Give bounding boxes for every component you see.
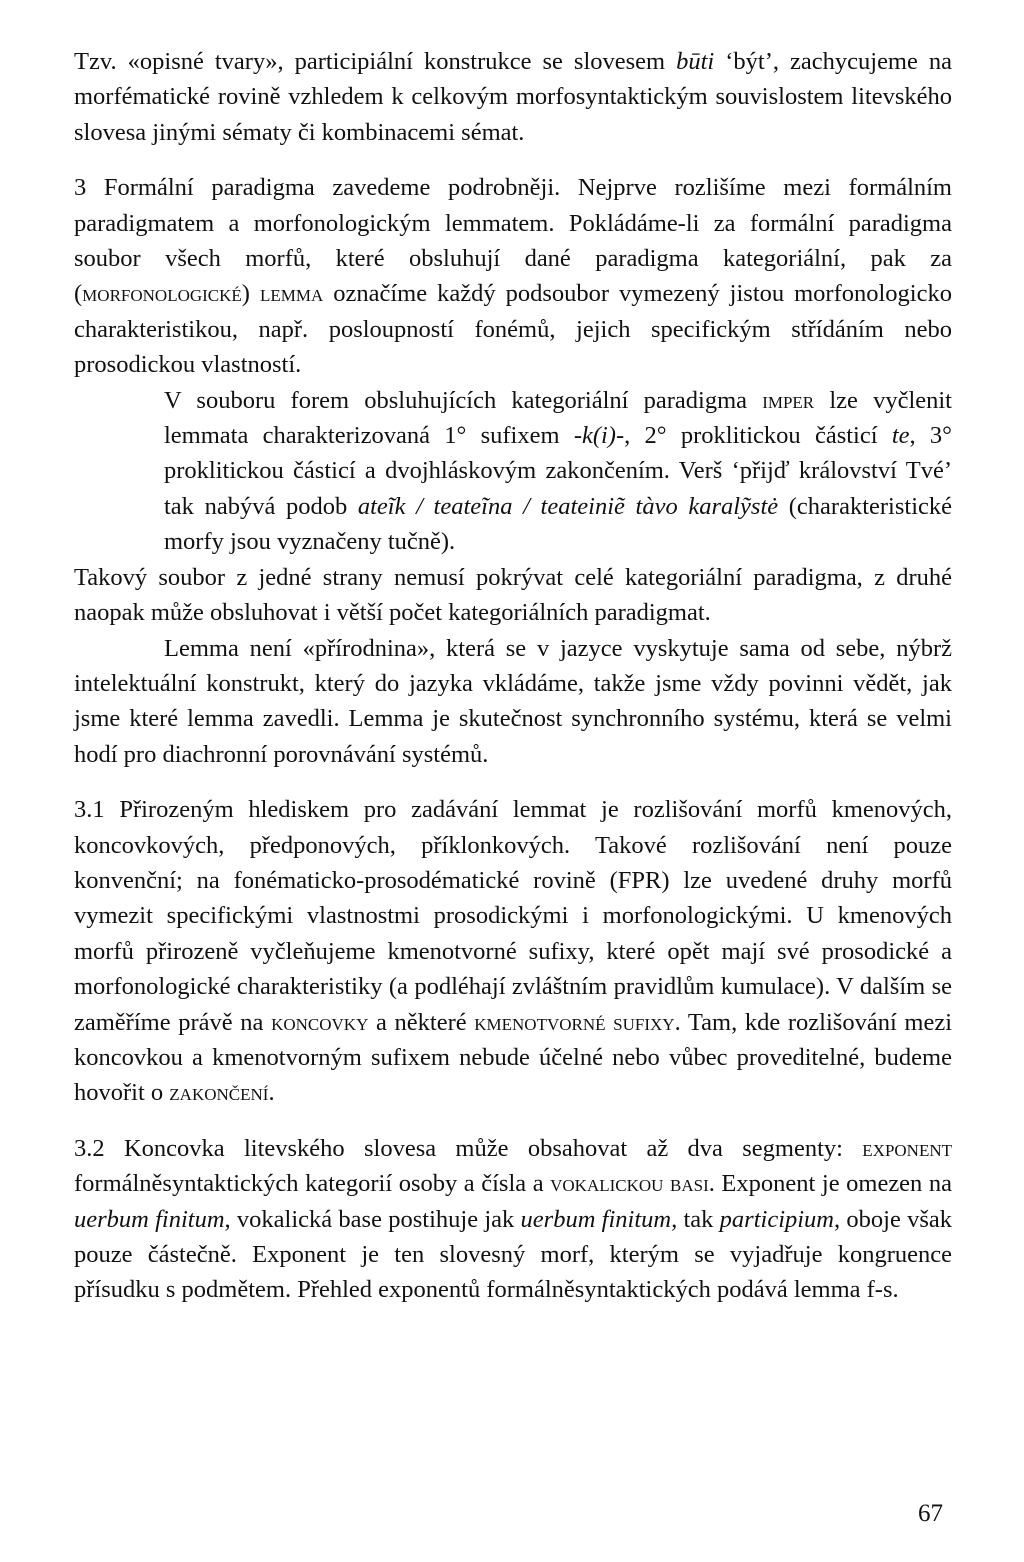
paragraph-section-3: 3 Formální paradigma zavedeme podrobněji. Nejprve rozlišíme mezi formálním paradigmatem a morfonologickým lemmatem. Pokládáme-li za formální paradigma soubor všech morfů, které obsluhují dané paradigma kategoriální, pak za (morfonologické) lemma označíme každý podsoubor vymezený jistou morfonologicko charakteristikou, např. posloupností fonémů, jejich specifickým střídáním nebo prosodickou vlastností. xyxy=(74,174,952,379)
term-participium: participium xyxy=(719,1205,835,1233)
paragraph-lemma-neni: Lemma není «přírodnina», která se v jazyce vyskytuje sama od sebe, nýbrž intelektuální konstrukt, který do jazyka vkládáme, takže jsme vždy povinni vědět, jak jsme které lemma zavedli. Lemma je skutečnost synchronního systému, která se velmi hodí pro diachronní porovnávání systémů. xyxy=(74,634,952,768)
paragraph-takovy-soubor: Takový soubor z jedné strany nemusí pokrývat celé kategoriální paradigma, z druhé naopak může obsluhovat i větší počet kategoriálních paradigmat. xyxy=(74,563,952,627)
word-buti: būti xyxy=(676,48,715,75)
term-vokalicka-base: vokalickou basi xyxy=(550,1170,709,1198)
page-number: 67 xyxy=(918,1500,943,1527)
paragraph-opisne-tvary: Tzv. «opisné tvary», participiální konstrukce se slovesem būti ‘být’, zachycujeme na morfématické rovině vzhledem k celkovým morfosyntaktickým souvislostem litevského slovesa jinými sématy či kombinacemi sémat. xyxy=(74,48,953,146)
paragraph-section-3-1: 3.1 Přirozeným hlediskem pro zadávání lemmat je rozlišování morfů kmenových, koncovkových, předponových, příklonkových. Takové rozlišování není pouze konvenční; na fonématicko-prosodématické rovině (FPR) lze uvedené druhy morfů vymezit specifickými vlastnostmi prosodickými i morfonologickými. U kmenových morfů přirozeně vyčleňujeme kmenotvorné sufixy, které opět mají své prosodické a morfonologické charakteristiky (a podléhají zvláštním pravidlům kumulace). V dalším se zaměříme právě na koncovky a některé kmenotvorné sufixy. Tam, kde rozlišování mezi koncovkou a kmenotvorným sufixem nebude účelné nebo vůbec proveditelné, budeme hovořit o zakončení. xyxy=(74,796,953,1107)
term-uerbum-finitum-2: uerbum finitum, xyxy=(520,1205,678,1233)
particle-te: te xyxy=(891,422,910,450)
paragraph-section-3-2: 3.2 Koncovka litevského slovesa může obsahovat až dva segmenty: exponent formálněsyntaktických kategorií osoby a čísla a vokalickou basi. Exponent je omezen na uerbum finitum, vokalická base postihuje jak uerbum finitum, tak participium, oboje však pouze částečně. Exponent je ten slovesný morf, kterým se vyjadřuje kongruence přísudku s podmětem. Přehled exponentů formálněsyntaktických podává lemma f-s. xyxy=(74,1134,953,1304)
example-forms: ateĩk / teateĩna / teateiniẽ tàvo karalỹstė xyxy=(357,492,779,520)
term-zakonceni: zakončení xyxy=(169,1079,269,1107)
term-lemma: lemma xyxy=(259,280,324,308)
term-uerbum-finitum: uerbum finitum xyxy=(74,1205,225,1233)
suffix-k: -k(i)- xyxy=(573,422,625,450)
term-kmenotvorne-sufixy: kmenotvorné sufixy xyxy=(474,1008,675,1036)
term-koncovky: koncovky xyxy=(271,1008,369,1036)
paragraph-imper-example: V souboru forem obsluhujících kategoriální paradigma imper lze vyčlenit lemmata charakterizovaná 1° sufixem -k(i)-, 2° proklitickou částicí te, 3° proklitickou částicí a dvojhláskovým zakončením. Verš ‘přijď království Tvé’ tak nabývá podob ateĩk / teateĩna / teateiniẽ tàvo karalỹstė (charakteristické morfy jsou vyznačeny tučně). xyxy=(164,386,953,556)
term-morfonologicke: morfonologické xyxy=(82,280,242,308)
term-imper: imper xyxy=(762,386,815,414)
term-exponent: exponent xyxy=(862,1134,952,1162)
document-body xyxy=(74,44,952,1308)
